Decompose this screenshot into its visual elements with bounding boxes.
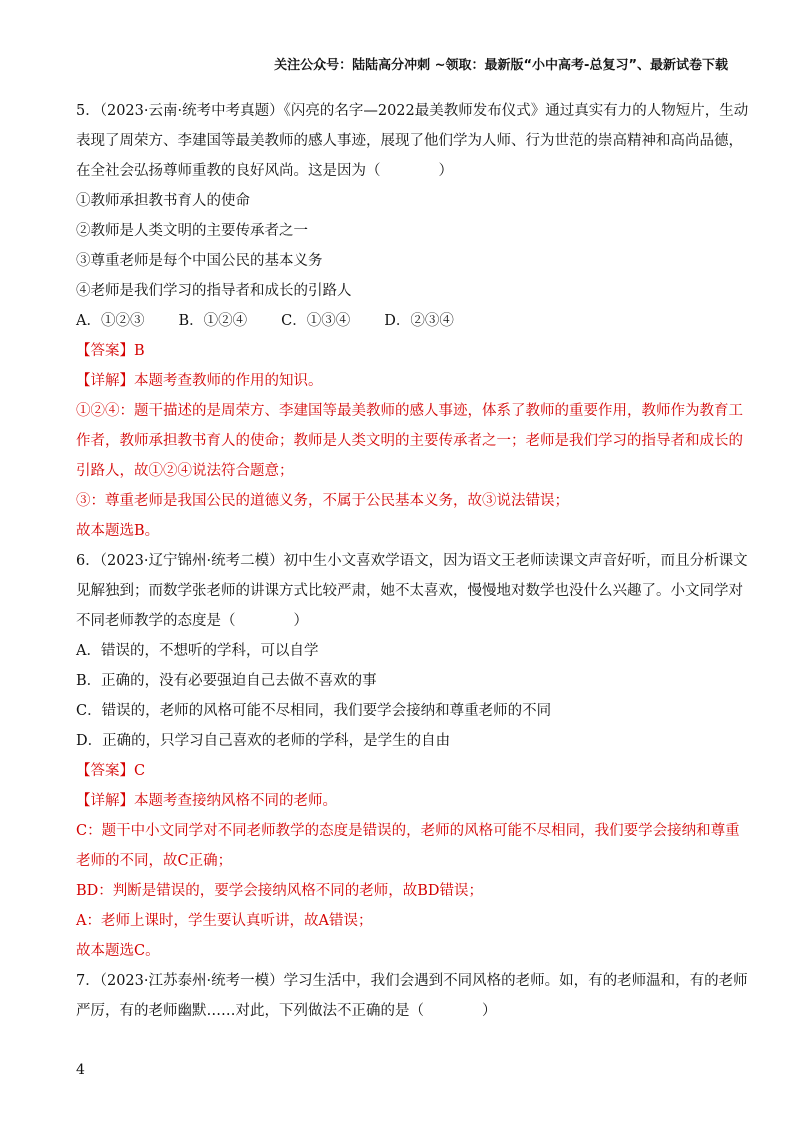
explanation-line: 老师的不同，故C正确；	[76, 853, 233, 869]
explanation-line: A：老师上课时，学生要认真听讲，故A错误；	[76, 913, 373, 929]
question-5	[76, 96, 749, 546]
option-b: B．正确的，没有必要强迫自己去做不喜欢的事	[76, 673, 377, 689]
answer-label: 【答案】B	[76, 343, 145, 359]
question-5-stem-line: 5．（2023·云南·统考中考真题）《闪亮的名字—2022最美教师发布仪式》通过真实有力的人物短片，生动	[76, 103, 749, 119]
detail-label: 【详解】本题考查教师的作用的知识。	[76, 373, 323, 389]
question-6-stem-line: 6．（2023·辽宁锦州·统考二模）初中生小文喜欢学语文，因为语文王老师读课文声音好听，而且分析课文	[76, 553, 748, 569]
explanation-line: 故本题选B。	[76, 523, 160, 539]
question-6-stem-line: 不同老师教学的态度是（ ）	[76, 613, 308, 629]
statement-3: ③尊重老师是每个中国公民的基本义务	[76, 253, 323, 269]
page-header: 关注公众号：陆陆高分冲刺 ~领取：最新版“小中高考-总复习”、最新试卷下载	[274, 58, 728, 73]
explanation-line: BD：判断是错误的，要学会接纳风格不同的老师，故BD错误；	[76, 883, 484, 899]
explanation-line: ①②④：题干描述的是周荣方、李建国等最美教师的感人事迹，体系了教师的重要作用，教师作为教育工	[76, 403, 743, 419]
question-7	[76, 966, 748, 1026]
option-c: C．错误的，老师的风格可能不尽相同，我们要学会接纳和尊重老师的不同	[76, 703, 552, 719]
question-6-stem-line: 见解独到；而数学张老师的讲课方式比较严肃，她不太喜欢，慢慢地对数学也没什么兴趣了。小文同学对	[76, 583, 743, 599]
explanation-line: 作者，教师承担教书育人的使命；教师是人类文明的主要传承者之一；老师是我们学习的指导者和成长的	[76, 433, 743, 449]
question-7-stem-line: 7．（2023·江苏泰州·统考一模）学习生活中，我们会遇到不同风格的老师。如，有的老师温和，有的老师	[76, 973, 748, 989]
question-7-stem-line: 严厉，有的老师幽默……对此，下列做法不正确的是（ ）	[76, 1003, 497, 1019]
option-a: A．①②③	[76, 313, 145, 329]
statement-1: ①教师承担教书育人的使命	[76, 193, 250, 209]
option-c: C．①③④	[281, 313, 351, 329]
statement-4: ④老师是我们学习的指导者和成长的引路人	[76, 283, 352, 299]
detail-label: 【详解】本题考查接纳风格不同的老师。	[76, 793, 337, 809]
question-5-options	[76, 306, 726, 336]
option-d: D．②③④	[384, 313, 454, 329]
statement-2: ②教师是人类文明的主要传承者之一	[76, 223, 308, 239]
page-number: 4	[76, 1062, 85, 1078]
explanation-line: 故本题选C。	[76, 943, 160, 959]
answer-label: 【答案】C	[76, 763, 146, 779]
explanation-line: ③：尊重老师是我国公民的道德义务，不属于公民基本义务，故③说法错误；	[76, 493, 569, 509]
question-5-stem-line: 在全社会弘扬尊师重教的良好风尚。这是因为（ ）	[76, 163, 453, 179]
option-b: B．①②④	[178, 313, 248, 329]
question-6	[76, 546, 748, 966]
explanation-line: 引路人，故①②④说法符合题意；	[76, 463, 294, 479]
document-body	[76, 96, 749, 1026]
option-a: A．错误的，不想听的学科，可以自学	[76, 643, 319, 659]
question-5-stem-line: 表现了周荣方、李建国等最美教师的感人事迹，展现了他们学为人师、行为世范的崇高精神和高尚品德，	[76, 133, 743, 149]
explanation-line: C：题干中小文同学对不同老师教学的态度是错误的，老师的风格可能不尽相同，我们要学会接纳和尊重	[76, 823, 740, 839]
option-d: D．正确的，只学习自己喜欢的老师的学科，是学生的自由	[76, 733, 451, 749]
